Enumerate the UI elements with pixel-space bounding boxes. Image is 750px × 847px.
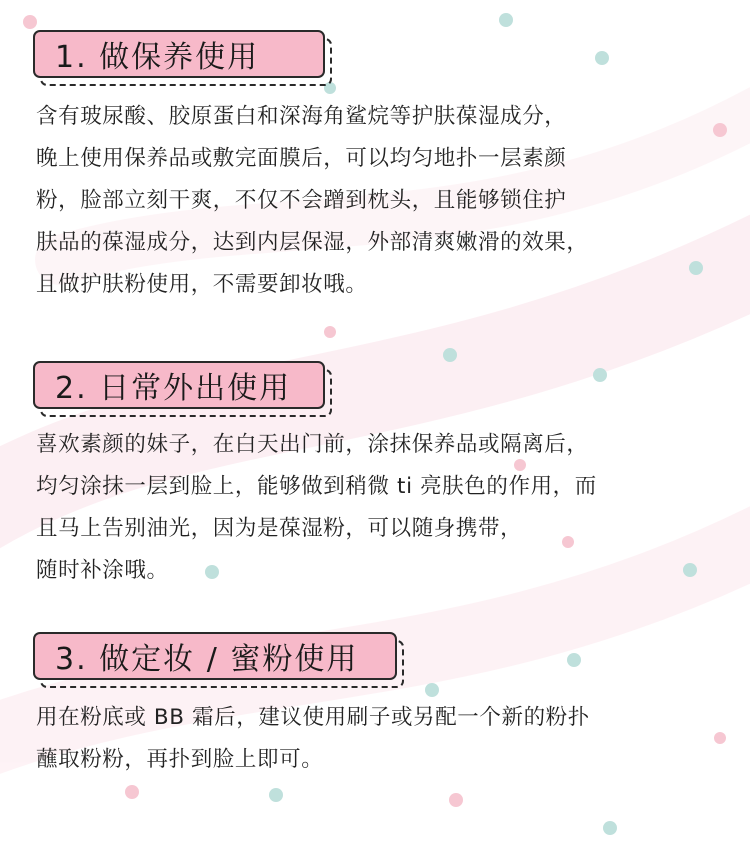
body-line: 粉，脸部立刻干爽，不仅不会蹭到枕头，且能够锁住护 [36, 188, 567, 213]
body-line: 蘸取粉粉，再扑到脸上即可。 [36, 747, 324, 772]
body-line: 随时补涂哦。 [36, 558, 169, 583]
body-line: 且做护肤粉使用，不需要卸妆哦。 [36, 272, 368, 297]
body-line: 且马上告别油光，因为是葆湿粉，可以随身携带， [36, 516, 523, 541]
section-title: 1. 做保养使用 [33, 30, 325, 78]
section-body [36, 424, 726, 592]
section-body [36, 697, 726, 781]
section-body [36, 96, 726, 306]
body-line: 晚上使用保养品或敷完面膜后，可以均匀地扑一层素颜 [36, 146, 567, 171]
section-title: 3. 做定妆 / 蜜粉使用 [33, 632, 397, 680]
body-line: 肤品的葆湿成分，达到内层保湿，外部清爽嫩滑的效果， [36, 230, 589, 255]
body-line: 含有玻尿酸、胶原蛋白和深海角鲨烷等护肤葆湿成分， [36, 104, 567, 129]
body-line: 用在粉底或 BB 霜后，建议使用刷子或另配一个新的粉扑 [36, 705, 590, 730]
section-title-tag [33, 632, 397, 680]
section-title-tag [33, 30, 325, 78]
body-line: 均匀涂抹一层到脸上，能够做到稍微 ti 亮肤色的作用，而 [36, 474, 597, 499]
section-title-tag [33, 361, 325, 409]
section-title: 2. 日常外出使用 [33, 361, 325, 409]
body-line: 喜欢素颜的妹子，在白天出门前，涂抹保养品或隔离后， [36, 432, 589, 457]
